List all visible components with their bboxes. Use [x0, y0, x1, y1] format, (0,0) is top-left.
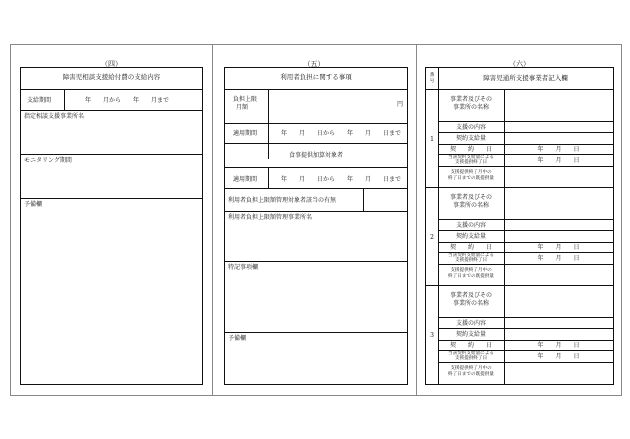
row-amount: 契約支給量	[455, 233, 486, 240]
row-contract: 契 約 日	[449, 342, 492, 349]
panel5-period2-label: 適用期間	[233, 176, 258, 183]
row-office-1: 事業者及びその	[449, 96, 492, 103]
panel4-title: （四）	[101, 60, 122, 68]
row-contract-date: 年 月 日	[537, 244, 580, 251]
row-final-2: 終了日までの既提供量	[448, 176, 494, 181]
panel5-limit-label-1: 負担上限	[233, 96, 258, 103]
row-final-1: 支援提供終了月中の	[450, 366, 492, 371]
row-content: 支援の内容	[455, 320, 486, 327]
entry-number: 3	[430, 332, 434, 339]
row-content: 支援の内容	[455, 124, 486, 131]
panel5-period-text: 年 月 日から 年 月 日まで	[281, 130, 402, 137]
panel4-period-label: 支給期間	[27, 97, 52, 104]
panel-divider	[416, 45, 417, 395]
entry-number: 2	[430, 234, 434, 241]
row-amount: 契約支給量	[455, 331, 486, 338]
panel5-title: （五）	[303, 60, 325, 68]
row-end-2: 支援提供終了日	[454, 160, 488, 165]
form-sheet	[10, 44, 622, 396]
panel5-period-label: 適用期間	[233, 130, 258, 137]
panel4-designated-label: 指定相談支援事業所名	[24, 113, 85, 120]
panel4-period-text: 年 月から 年 月まで	[85, 97, 170, 104]
panel6-title: （六）	[509, 60, 530, 68]
row-end-date: 年 月 日	[537, 353, 580, 360]
row-end-1: 当該契約支給量による	[448, 253, 494, 258]
row-office-1: 事業者及びその	[449, 292, 492, 299]
row-office-2: 事業所の名称	[452, 300, 489, 307]
panel4-header: 障害児相談支援給付費の支給内容	[62, 73, 161, 81]
row-office-1: 事業者及びその	[449, 194, 492, 201]
panel5-mgmt-label: 利用者負担上限額管理対象者該当の有無	[228, 197, 337, 204]
panel5-header: 利用者負担に関する事項	[280, 73, 352, 81]
row-end-1: 当該契約支給量による	[448, 155, 494, 160]
panel5-meal-label: 食事提供加算対象者	[288, 152, 343, 159]
row-end-2: 支援提供終了日	[454, 356, 488, 361]
panel4-notes-label: 予備欄	[24, 201, 43, 208]
row-contract: 契 約 日	[449, 146, 492, 153]
row-contract-date: 年 月 日	[537, 342, 580, 349]
row-final-2: 終了日までの既提供量	[448, 372, 494, 377]
panel-divider	[212, 45, 213, 395]
row-end-1: 当該契約支給量による	[448, 351, 494, 356]
panel5-mgmt-office-label: 利用者負担上限額管理事業所名	[228, 214, 313, 221]
panel5-period2-text: 年 月 日から 年 月 日まで	[281, 176, 402, 183]
row-contract: 契 約 日	[449, 244, 492, 251]
panel5-yen: 円	[397, 101, 404, 108]
panel6-no-label-2: 号	[429, 79, 435, 84]
row-final-2: 終了日までの既提供量	[448, 274, 494, 279]
panel5-limit-label-2: 月額	[236, 104, 249, 111]
row-content: 支援の内容	[455, 222, 486, 229]
row-end-2: 支援提供終了日	[454, 258, 488, 263]
panel5-box	[224, 67, 408, 385]
panel4-box	[20, 67, 203, 385]
row-end-date: 年 月 日	[537, 157, 580, 164]
panel6-header: 障害児通所支援事業者記入欄	[483, 74, 568, 82]
row-final-1: 支援提供終了月中の	[450, 268, 492, 273]
panel5-notes-label: 予備欄	[228, 335, 247, 342]
panel4-monitoring-label: モニタリング期間	[24, 157, 72, 164]
panel5-special-label: 特記事項欄	[228, 264, 259, 271]
row-end-date: 年 月 日	[537, 255, 580, 262]
row-office-2: 事業所の名称	[452, 104, 489, 111]
row-final-1: 支援提供終了月中の	[450, 170, 492, 175]
panel6-box	[425, 67, 614, 385]
panel6-no-label-1: 番	[429, 73, 435, 78]
row-contract-date: 年 月 日	[537, 146, 580, 153]
row-amount: 契約支給量	[455, 135, 486, 142]
row-office-2: 事業所の名称	[452, 202, 489, 209]
entry-number: 1	[430, 136, 434, 143]
